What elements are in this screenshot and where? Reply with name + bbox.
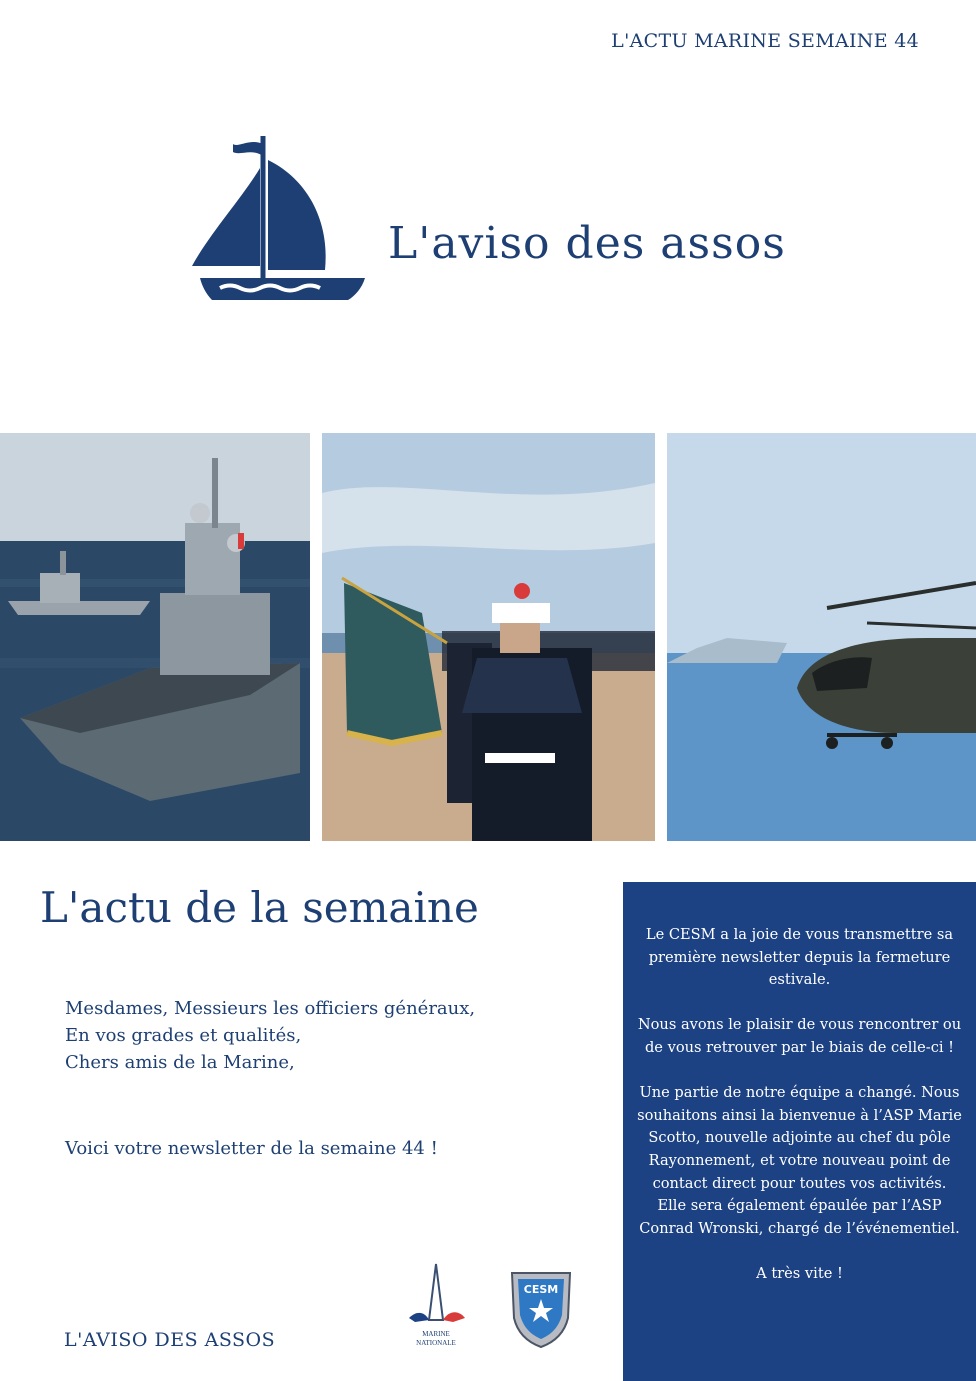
section-title: L'actu de la semaine (40, 883, 479, 932)
svg-text:MARINE: MARINE (422, 1330, 450, 1338)
photo-aircraft-carrier (0, 433, 310, 841)
issue-label: L'ACTU MARINE SEMAINE 44 (611, 30, 919, 52)
footer-label: L'AVISO DES ASSOS (64, 1329, 276, 1351)
sidebar-paragraph: Une partie de notre équipe a changé. Nous souhaitons ainsi la bienvenue à l’ASP Marie Scotto, nouvelle adjointe au chef du pôle Rayonnement, et votre nouveau point de contact direct pour toutes vos activités. (637, 1084, 962, 1192)
sidebar-paragraph: Elle sera également épaulée par l’ASP Conrad Wronski, chargé de l’événementiel. (639, 1197, 960, 1237)
marine-nationale-logo-icon (405, 1260, 467, 1348)
greeting-line: Chers amis de la Marine, (65, 1052, 295, 1073)
masthead (190, 128, 890, 308)
sidebar-paragraph: Le CESM a la joie de vous transmettre sa première newsletter depuis la fermeture estivale. (645, 926, 954, 989)
photo-strip (0, 433, 976, 841)
greeting-line: Mesdames, Messieurs les officiers généraux, (65, 998, 476, 1019)
photo-flag-ceremony (322, 433, 655, 841)
sidebar-closing: A très vite ! (756, 1264, 843, 1282)
svg-text:NATIONALE: NATIONALE (416, 1339, 456, 1347)
sidebar-paragraph: Nous avons le plaisir de vous rencontrer ou de vous retrouver par le biais de celle-ci ! (637, 1016, 962, 1056)
greeting-line: En vos grades et qualités, (65, 1025, 302, 1046)
cesm-badge-logo-icon (506, 1263, 576, 1349)
greeting (65, 995, 475, 1076)
photo-helicopter (667, 433, 976, 841)
intro-text: Voici votre newsletter de la semaine 44 ! (65, 1138, 438, 1159)
brand-title: L'aviso des assos (388, 218, 786, 269)
sailboat-logo-icon (190, 128, 370, 306)
svg-text:CESM: CESM (523, 1283, 559, 1296)
sidebar-announcement (623, 882, 976, 1381)
